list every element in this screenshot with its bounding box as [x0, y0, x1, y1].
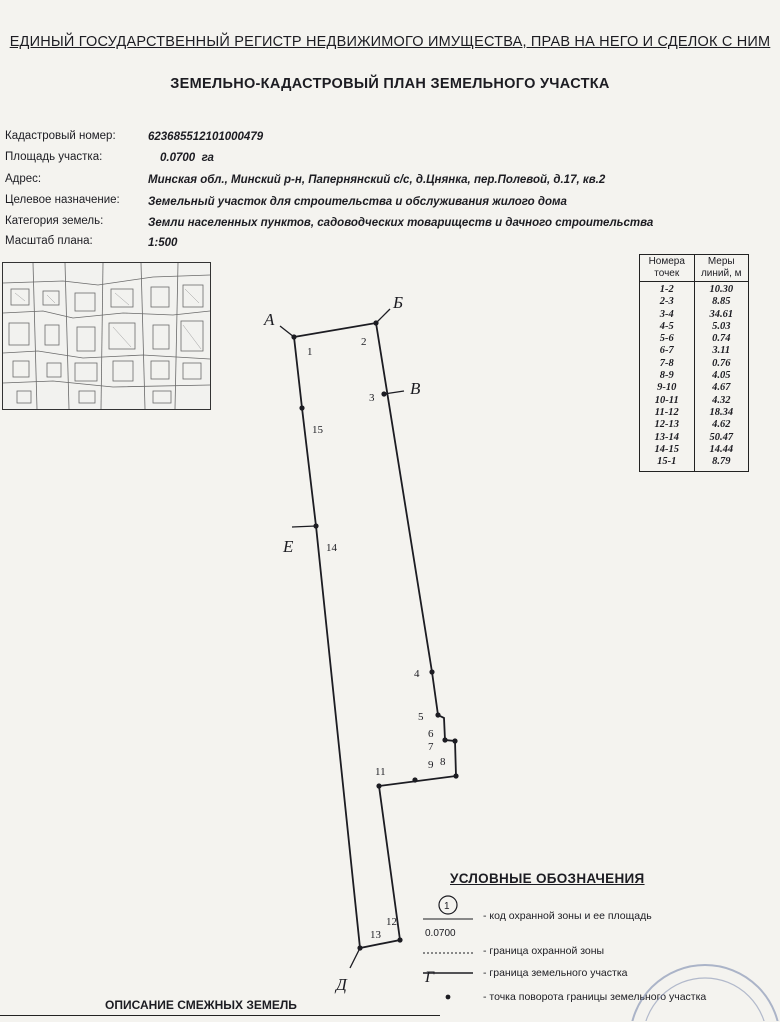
purpose-label: Целевое назначение:: [5, 194, 120, 206]
point-label: 9: [428, 759, 434, 771]
length-cell: 50.47: [694, 432, 749, 444]
point-label: 8: [440, 756, 446, 768]
segment-cell: 6-7: [640, 345, 695, 357]
neighbor-label: Д: [336, 975, 347, 994]
legend-item: - точка поворота границы земельного участка: [483, 991, 707, 1003]
stamp-seal: [600, 955, 780, 1021]
segment-cell: 3-4: [640, 309, 695, 321]
length-cell: 4.32: [694, 395, 749, 407]
point-label: 6: [428, 728, 434, 740]
legend-boundary-letter: Г: [425, 969, 435, 986]
point-label: 13: [370, 929, 381, 941]
neighbor-label: А: [264, 310, 275, 329]
area-value: 0.0700 га: [160, 152, 214, 164]
neighbor-ticks: [280, 309, 404, 968]
neighbor-label: В: [410, 379, 421, 398]
document-title: ЗЕМЕЛЬНО-КАДАСТРОВЫЙ ПЛАН ЗЕМЕЛЬНОГО УЧАСТКА: [170, 76, 610, 92]
length-cell: 8.79: [694, 456, 749, 472]
legend-item: - граница охранной зоны: [483, 945, 605, 957]
segment-cell: 12-13: [640, 419, 695, 431]
point-label: 2: [361, 336, 367, 348]
length-cell: 4.67: [694, 382, 749, 394]
point-label: 12: [386, 916, 397, 928]
address-value: Минская обл., Минский р-н, Папернянский с/с, д.Цнянка, пер.Полевой, д.17, кв.2: [148, 174, 606, 186]
segment-cell: 2-3: [640, 296, 695, 308]
point-label: 4: [414, 668, 420, 680]
length-cell: 4.62: [694, 419, 749, 431]
turning-points: [291, 320, 458, 950]
length-cell: 14.44: [694, 444, 749, 456]
segment-cell: 4-5: [640, 321, 695, 333]
adjacent-lands-title: ОПИСАНИЕ СМЕЖНЫХ ЗЕМЕЛЬ: [105, 998, 297, 1012]
length-cell: 8.85: [694, 296, 749, 308]
point-label: 11: [375, 766, 386, 778]
purpose-value: Земельный участок для строительства и обслуживания жилого дома: [148, 196, 567, 208]
point-label: 7: [428, 741, 434, 753]
turning-point-dot-icon: [446, 995, 451, 1000]
point-label: 15: [312, 424, 323, 436]
address-label: Адрес:: [5, 173, 42, 185]
legend-item: - код охранной зоны и ее площадь: [483, 910, 652, 922]
header-point-numbers: Номера точек: [640, 255, 695, 282]
point-label: 14: [326, 542, 337, 554]
neighbor-label: Е: [283, 537, 294, 556]
area-label: Площадь участка:: [5, 151, 103, 163]
segment-cell: 10-11: [640, 395, 695, 407]
land-category-label: Категория земель:: [5, 215, 104, 227]
legend-zone-area: 0.0700: [425, 928, 456, 939]
legend-symbols: [415, 890, 485, 1005]
segment-cell: 7-8: [640, 358, 695, 370]
point-label: 1: [307, 346, 313, 358]
registry-header: ЕДИНЫЙ ГОСУДАРСТВЕННЫЙ РЕГИСТР НЕДВИЖИМОГО ИМУЩЕСТВА, ПРАВ НА НЕГО И СДЕЛОК С НИМ: [9, 34, 771, 50]
segment-cell: 14-15: [640, 444, 695, 456]
length-cell: 0.74: [694, 333, 749, 345]
point-label: 5: [418, 711, 424, 723]
neighbor-label: Б: [393, 293, 404, 312]
length-cell: 4.05: [694, 370, 749, 382]
parcel-boundary: [294, 323, 456, 948]
segment-cell: 9-10: [640, 382, 695, 394]
length-cell: 3.11: [694, 345, 749, 357]
header-line-lengths: Меры линий, м: [694, 255, 749, 282]
segment-cell: 15-1: [640, 456, 695, 472]
length-cell: 10.30: [694, 282, 749, 297]
scale-value: 1:500: [148, 237, 178, 249]
segment-cell: 11-12: [640, 407, 695, 419]
scale-label: Масштаб плана:: [5, 235, 93, 247]
point-label: 3: [369, 392, 375, 404]
cadastral-number-label: Кадастровый номер:: [5, 130, 116, 142]
legend-item: - граница земельного участка: [483, 967, 628, 979]
length-cell: 5.03: [694, 321, 749, 333]
legend-zone-code: 1: [444, 901, 450, 912]
segment-cell: 5-6: [640, 333, 695, 345]
cadastral-number-value: 623685512101000479: [148, 131, 264, 143]
length-cell: 0.76: [694, 358, 749, 370]
legend-title: УСЛОВНЫЕ ОБОЗНАЧЕНИЯ: [450, 871, 645, 886]
segment-cell: 13-14: [640, 432, 695, 444]
land-category-value: Земли населенных пунктов, садоводческих товариществ и дачного строительства: [148, 217, 654, 229]
segment-cell: 8-9: [640, 370, 695, 382]
length-cell: 34.61: [694, 309, 749, 321]
length-cell: 18.34: [694, 407, 749, 419]
segment-cell: 1-2: [640, 282, 695, 297]
